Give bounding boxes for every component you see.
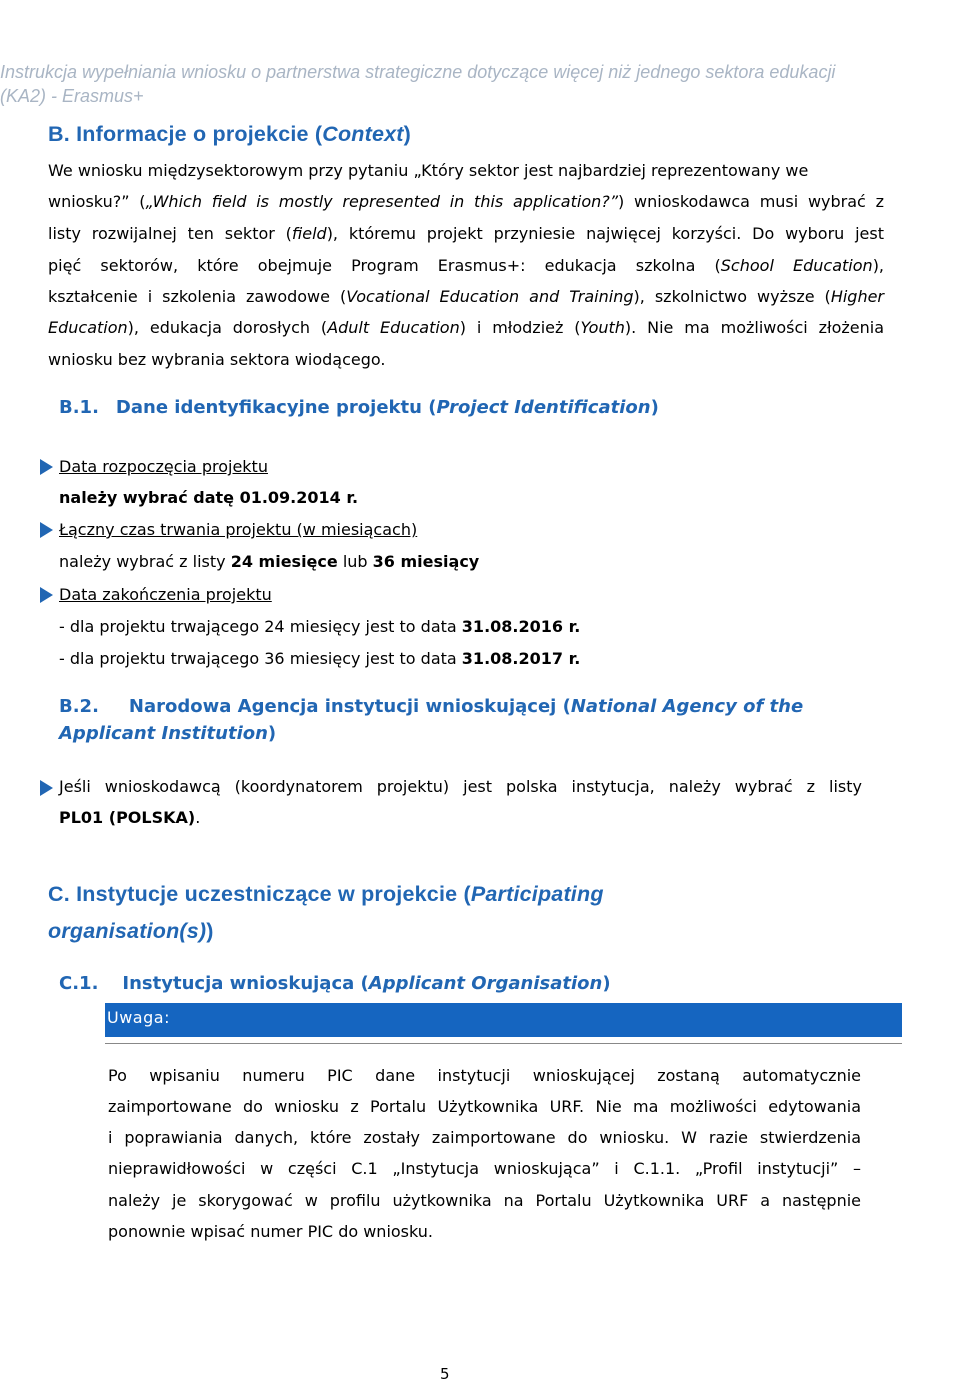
section-b-paragraph-line-5: kształcenie i szkolenia zawodowe (Vocational Education and Training), szkolnictwo wyższe (Higher [48, 287, 885, 306]
duration-link[interactable]: Łączny czas trwania projektu (w miesiącach) [59, 520, 418, 539]
note-line-5: należy je skorygować w profilu użytkownika na Portalu Użytkownika URF a następnie [108, 1191, 861, 1210]
note-label: Uwaga: [107, 1008, 170, 1027]
section-b-paragraph-line-1: We wniosku międzysektorowym przy pytaniu „Który sektor jest najbardziej reprezentowany we [48, 161, 809, 180]
note-header-bar [105, 1003, 902, 1037]
bullet-arrow-icon [40, 780, 53, 796]
end-date-link[interactable]: Data zakończenia projektu [59, 585, 272, 604]
running-header-line-1: Instrukcja wypełniania wniosku o partnerstwa strategiczne dotyczące więcej niż jednego sektora edukacji [0, 62, 836, 82]
note-line-4: nieprawidłowości w części C.1 „Instytucja wnioskująca” i C.1.1. „Profil instytucji” – [108, 1159, 861, 1178]
b2-heading: B.2. Narodowa Agencja instytucji wnioskującej (National Agency of the [59, 696, 804, 717]
section-b-paragraph-line-6: Education), edukacja dorosłych (Adult Education) i młodzież (Youth). Nie ma możliwości złożenia [48, 318, 885, 337]
bullet-arrow-icon [40, 459, 53, 475]
section-c-heading-cont: organisation(s)) [48, 919, 214, 943]
section-b-paragraph-line-4: pięć sektorów, które obejmuje Program Erasmus+: edukacja szkolna (School Education), [48, 256, 885, 275]
end-date-24-months: - dla projektu trwającego 24 miesięcy jest to data 31.08.2016 r. [59, 617, 581, 636]
running-header-line-2: (KA2) - Erasmus+ [0, 86, 144, 106]
section-b-paragraph-line-3: listy rozwijalnej ten sektor (field), któremu projekt przyniesie najwięcej korzyści. Do wyboru jest [48, 224, 885, 243]
duration-value: należy wybrać z listy 24 miesięce lub 36 miesiący [59, 552, 480, 571]
start-date-value: należy wybrać datę 01.09.2014 r. [59, 488, 359, 507]
section-b-paragraph-line-7: wniosku bez wybrania sektora wiodącego. [48, 350, 386, 369]
note-line-1: Po wpisaniu numeru PIC dane instytucji wnioskującej zostaną automatycznie [108, 1066, 861, 1085]
b2-text-line-2: PL01 (POLSKA). [59, 808, 201, 827]
note-line-2: zaimportowane do wniosku z Portalu Użytkownika URF. Nie ma możliwości edytowania [108, 1097, 861, 1116]
note-line-6: ponownie wpisać numer PIC do wniosku. [108, 1222, 434, 1241]
c1-heading: C.1. Instytucja wnioskująca (Applicant Organisation) [59, 973, 611, 994]
b2-heading-cont: Applicant Institution) [59, 723, 277, 744]
b2-text-line-1: Jeśli wnioskodawcą (koordynatorem projektu) jest polska instytucja, należy wybrać z listy [59, 777, 862, 796]
note-divider [105, 1043, 902, 1044]
section-b-heading: B. Informacje o projekcie (Context) [48, 122, 412, 146]
bullet-arrow-icon [40, 587, 53, 603]
page-number: 5 [440, 1365, 450, 1383]
end-date-36-months: - dla projektu trwającego 36 miesięcy jest to data 31.08.2017 r. [59, 649, 581, 668]
section-b-paragraph-line-2: wniosku?” („Which field is mostly represented in this application?”) wnioskodawca musi wybrać z [48, 192, 884, 211]
section-c-heading: C. Instytucje uczestniczące w projekcie (Participating [48, 882, 604, 906]
bullet-arrow-icon [40, 522, 53, 538]
b1-heading: B.1. Dane identyfikacyjne projektu (Project Identification) [59, 397, 659, 418]
start-date-link[interactable]: Data rozpoczęcia projektu [59, 457, 268, 476]
note-line-3: i poprawiania danych, które zostały zaimportowane do wniosku. W razie stwierdzenia [108, 1128, 861, 1147]
